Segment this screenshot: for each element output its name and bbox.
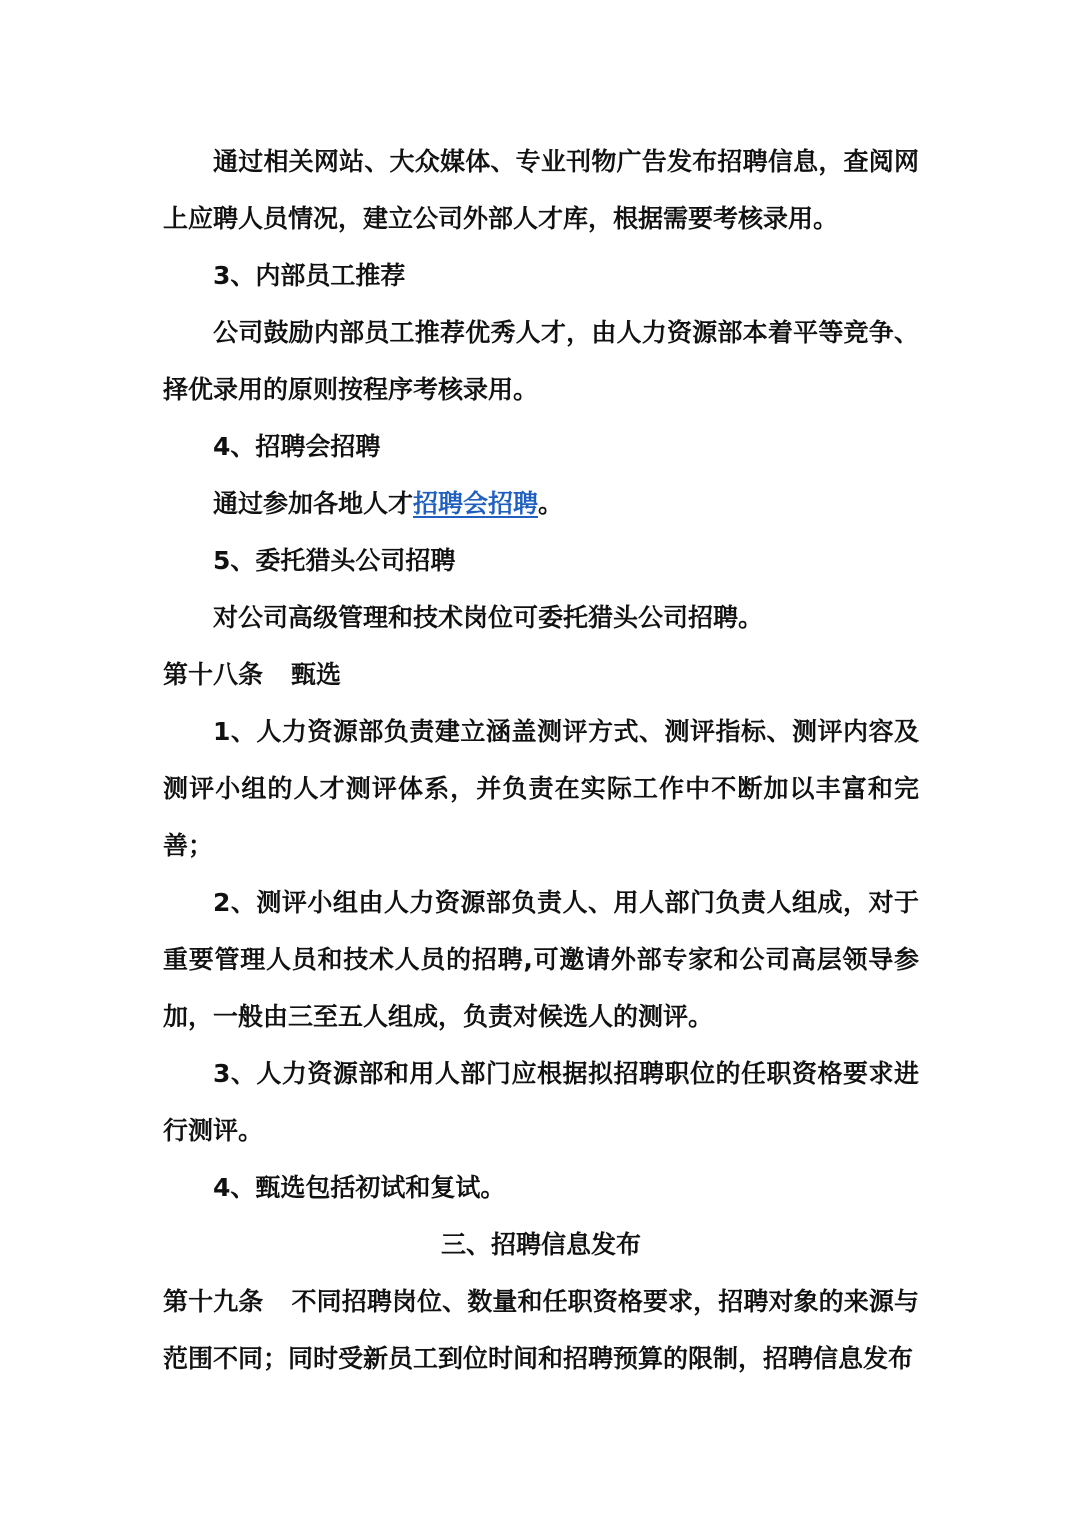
article-18-heading <box>163 646 919 703</box>
section-title-recruitment-info: 三、招聘信息发布 <box>440 1230 641 1259</box>
item-internal-referral: 3、内部员工推荐 <box>213 261 406 290</box>
job-fair-prefix: 通过参加各地人才 <box>213 489 414 518</box>
paragraph-assessment-team: 2、测评小组由人力资源部负责人、用人部门负责人组成，对于重要管理人员和技术人员的招聘,可邀请外部专家和公司高层领导参加，一般由三至五人组成，负责对候选人的测评。 <box>163 888 919 1031</box>
item-headhunter: 5、委托猎头公司招聘 <box>213 546 456 575</box>
paragraph-internal-referral: 公司鼓励内部员工推荐优秀人才，由人力资源部本着平等竞争、择优录用的原则按程序考核录用。 <box>163 318 919 404</box>
article-19-number: 第十九条 <box>163 1287 264 1316</box>
article-19-text: 不同招聘岗位、数量和任职资格要求，招聘对象的来源与范围不同；同时受新员工到位时间和招聘预算的限制，招聘信息发布 <box>163 1287 919 1373</box>
job-fair-link[interactable]: 招聘会招聘 <box>413 489 539 518</box>
item-job-fair: 4、招聘会招聘 <box>213 432 381 461</box>
article-18-title: 甄选 <box>291 660 342 689</box>
paragraph-assessment-requirements: 3、人力资源部和用人部门应根据拟招聘职位的任职资格要求进行测评。 <box>163 1059 919 1145</box>
paragraph-screening-rounds: 4、甄选包括初试和复试。 <box>213 1173 506 1202</box>
job-fair-suffix: 。 <box>538 489 564 518</box>
article-18-number: 第十八条 <box>163 660 264 689</box>
document-body <box>163 133 919 1387</box>
paragraph-online-recruitment: 通过相关网站、大众媒体、专业刊物广告发布招聘信息，查阅网上应聘人员情况，建立公司外部人才库，根据需要考核录用。 <box>163 147 919 233</box>
article-19-paragraph <box>163 1273 919 1387</box>
paragraph-job-fair <box>163 475 919 532</box>
paragraph-headhunter: 对公司高级管理和技术岗位可委托猎头公司招聘。 <box>213 603 764 632</box>
paragraph-assessment-system: 1、人力资源部负责建立涵盖测评方式、测评指标、测评内容及测评小组的人才测评体系，并负责在实际工作中不断加以丰富和完善； <box>163 717 919 860</box>
